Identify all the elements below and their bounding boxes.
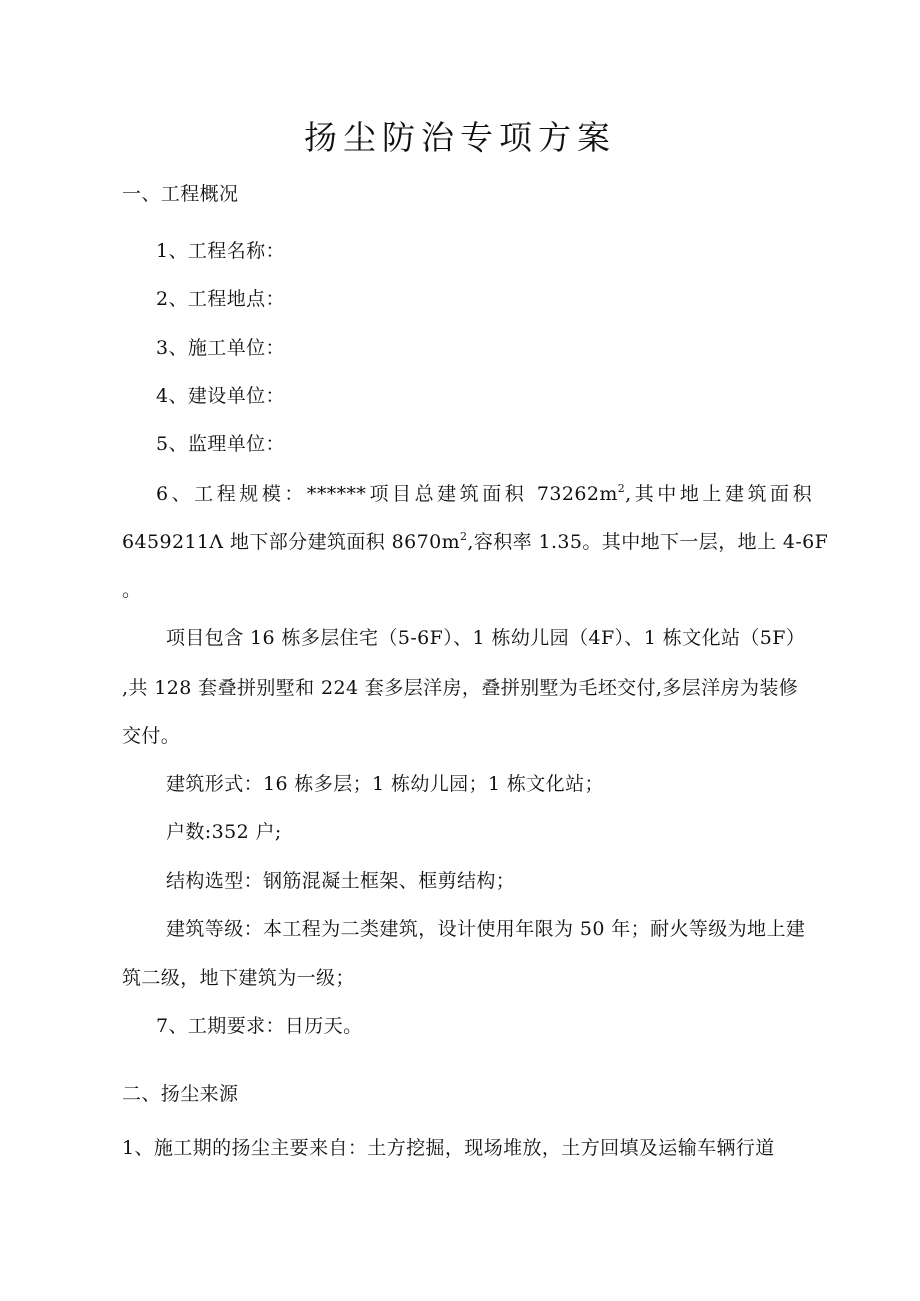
project-paragraph-line-2: ,共 128 套叠拼别墅和 224 套多层洋房，叠拼别墅为毛坯交付,多层洋房为装修 (122, 677, 799, 699)
structure-line: 结构选型：钢筋混凝土框架、框剪结构； (166, 870, 516, 892)
scale-line1-text-b: ,其中地上建筑面积 (625, 483, 812, 505)
grade-paragraph-line-1: 建筑等级：本工程为二类建筑，设计使用年限为 50 年；耐火等级为地上建 (166, 918, 806, 940)
document-title: 扬尘防治专项方案 (304, 118, 616, 157)
scale-line2-text-b: ,容积率 1.35。其中地下一层，地上 4-6F (467, 531, 829, 553)
item-project-location: 2、工程地点： (156, 288, 285, 310)
project-paragraph-line-3: 交付。 (122, 725, 181, 747)
item-project-name: 1、工程名称： (156, 240, 285, 262)
scale-line1-superscript: 2 (617, 482, 626, 495)
scale-line2-superscript: 2 (460, 530, 468, 543)
dust-source-item-1: 1、施工期的扬尘主要来自：土方挖掘，现场堆放，土方回填及运输车辆行道 (122, 1137, 775, 1159)
grade-paragraph-line-2: 筑二级，地下建筑为一级； (122, 967, 355, 989)
item-construction-unit: 3、施工单位： (156, 337, 285, 359)
project-paragraph-line-1: 项目包含 16 栋多层住宅（5-6F）、1 栋幼儿园（4F）、1 栋文化站（5F） (166, 627, 806, 649)
scale-line1-text-a: 6、工程规模：******项目总建筑面积 73262m (156, 483, 618, 505)
scale-paragraph-line-2 (122, 530, 828, 554)
section-heading-dust-sources: 二、扬尘来源 (122, 1083, 239, 1105)
households-line: 户数:352 户; (166, 821, 282, 843)
section-heading-overview: 一、工程概况 (122, 183, 239, 205)
item-supervision-unit: 5、监理单位： (156, 433, 285, 455)
building-form-line: 建筑形式：16 栋多层；1 栋幼儿园；1 栋文化站； (166, 773, 604, 795)
item-schedule: 7、工期要求：日历天。 (156, 1015, 363, 1037)
scale-paragraph-line-3: 。 (122, 579, 142, 601)
item-owner-unit: 4、建设单位： (156, 385, 285, 407)
scale-paragraph-line-1 (156, 482, 812, 506)
scale-line2-text-a: 6459211Λ 地下部分建筑面积 8670m (122, 531, 460, 553)
